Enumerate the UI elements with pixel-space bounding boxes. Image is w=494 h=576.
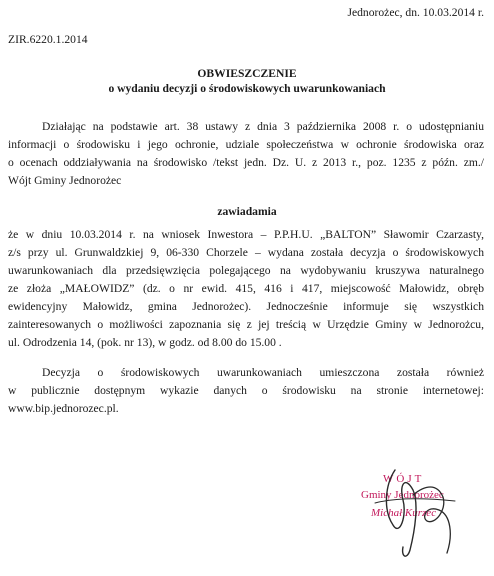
stamp-gmina: Gminy Jednorożec [361, 489, 444, 501]
intro-line: informacji o środowisku i jego ochronie, udziale społeczeństwa w ochronie środowiska oraz [8, 138, 484, 151]
notify-heading: zawiadamia [217, 205, 277, 218]
date-line: Jednorożec, dn. 10.03.2014 r. [347, 6, 484, 19]
publication-line: www.bip.jednorozec.pl. [8, 402, 119, 415]
notice-line: uwarunkowaniach dla przedsięwzięcia polegającego na wydobywaniu kruszywa naturalnego [8, 264, 484, 277]
notice-line: ul. Odrodzenia 14, (pok. nr 13), w godz. od 8.00 do 15.00 . [8, 336, 282, 349]
notice-line: z/s przy ul. Grunwaldzkiej 9, 06-330 Chorzele – wydana została decyzja o środowiskowych [8, 246, 484, 259]
stamp-office: WÓJT [383, 473, 425, 485]
publication-line: w publicznie dostępnym wykazie danych o środowisku na stronie internetowej: [8, 384, 484, 397]
document-title: OBWIESZCZENIE [197, 67, 297, 80]
publication-line: Decyzja o środowiskowych uwarunkowaniach umieszczona została również [42, 366, 484, 379]
intro-line: o ocenach oddziaływania na środowisko /tekst jedn. Dz. U. z 2013 r., poz. 1235 z późn. zm./ [8, 156, 484, 169]
stamp-name: Michał Kurzec [371, 507, 437, 519]
intro-line: Wójt Gminy Jednorożec [8, 174, 122, 187]
document-subtitle: o wydaniu decyzji o środowiskowych uwarunkowaniach [108, 82, 386, 95]
handwritten-signature [355, 455, 475, 565]
notice-line: że w dniu 10.03.2014 r. na wniosek Inwestora – P.P.H.U. „BALTON” Sławomir Czarzasty, [8, 228, 484, 241]
intro-line: Działając na podstawie art. 38 ustawy z dnia 3 października 2008 r. o udostępnianiu [42, 120, 484, 133]
reference-number: ZIR.6220.1.2014 [8, 33, 88, 46]
notice-line: zainteresowanych o możliwości zapoznania się z jej treścią w Urzędzie Gminy w Jednorożcu, [8, 318, 484, 331]
notice-line: ze złoża „MAŁOWIDZ” (dz. o nr ewid. 415, 416 i 417, miejscowość Małowidz, obręb [8, 282, 484, 295]
notice-line: ewidencyjny Małowidz, gmina Jednorożec). Jednocześnie informuje się wszystkich [8, 300, 484, 313]
